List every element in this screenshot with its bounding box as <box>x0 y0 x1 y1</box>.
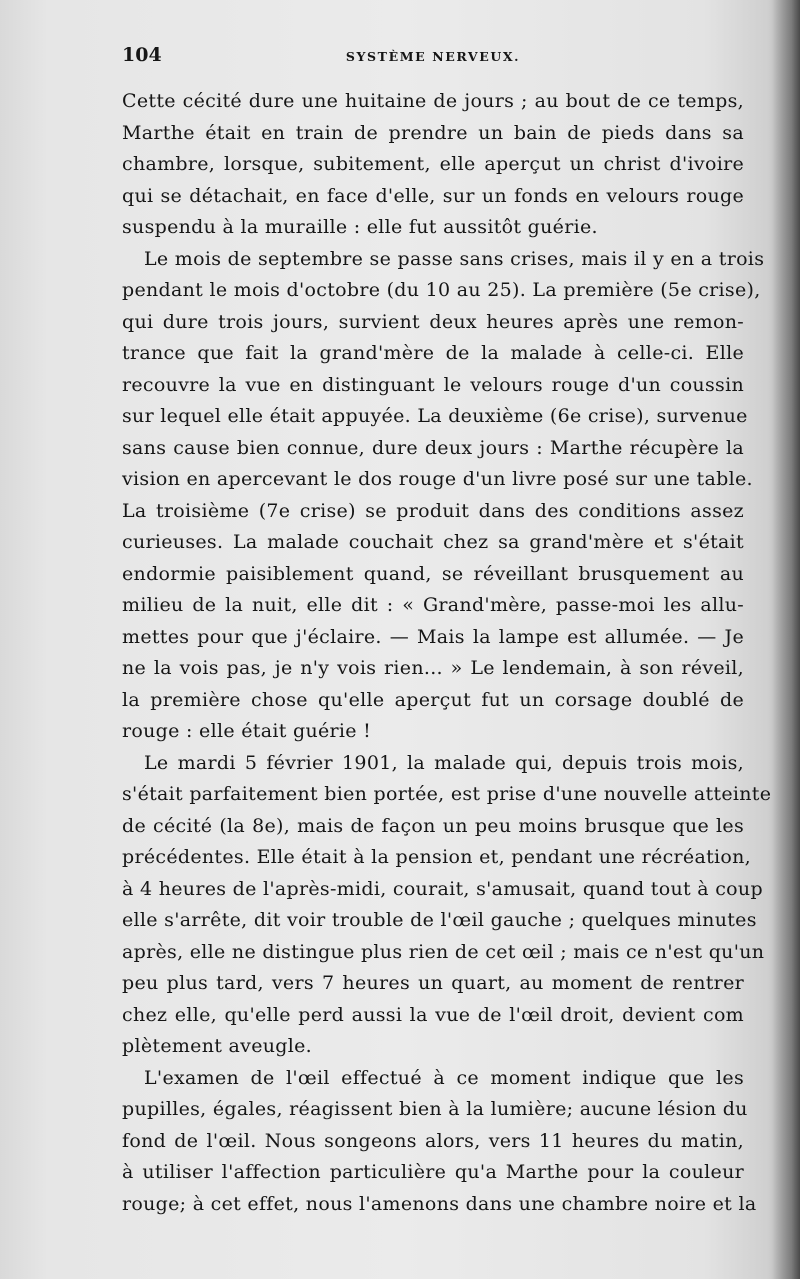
text-line: sur lequel elle était appuyée. La deuxième (6e crise), survenue <box>122 405 748 427</box>
text-line: Marthe était en train de prendre un bain de pieds dans sa <box>122 121 744 144</box>
text-line: s'était parfaitement bien portée, est prise d'une nouvelle atteinte <box>122 783 772 805</box>
text-line: sans cause bien connue, dure deux jours : Marthe récupère la <box>122 436 744 459</box>
text-line: vision en apercevant le dos rouge d'un livre posé sur une table. <box>122 468 753 490</box>
text-line: à 4 heures de l'après-midi, courait, s'amusait, quand tout à coup <box>122 877 763 900</box>
page-number: 104 <box>122 44 162 66</box>
text-line: suspendu à la muraille : elle fut aussitôt guérie. <box>122 216 598 238</box>
running-title: SYSTÈME NERVEUX. <box>345 49 521 64</box>
body-text <box>122 86 772 1220</box>
text-line: curieuses. La malade couchait chez sa grand'mère et s'était <box>122 531 744 553</box>
text-line: à utiliser l'affection particulière qu'a Marthe pour la couleur <box>122 1161 744 1183</box>
text-line: fond de l'œil. Nous songeons alors, vers 11 heures du matin, <box>122 1129 744 1152</box>
text-line: rouge : elle était guérie ! <box>122 720 372 742</box>
text-line: milieu de la nuit, elle dit : « Grand'mère, passe-moi les allu- <box>122 594 744 616</box>
text-line: Le mardi 5 février 1901, la malade qui, depuis trois mois, <box>144 751 744 774</box>
text-line: peu plus tard, vers 7 heures un quart, au moment de rentrer <box>122 972 744 994</box>
text-line: L'examen de l'œil effectué à ce moment indique que les <box>144 1066 744 1089</box>
text-line: plètement aveugle. <box>122 1035 313 1057</box>
text-line: la première chose qu'elle aperçut fut un corsage doublé de <box>122 688 744 711</box>
text-line: La troisième (7e crise) se produit dans des conditions assez <box>122 499 744 522</box>
text-line: qui dure trois jours, survient deux heures après une remon- <box>122 310 744 333</box>
text-line: trance que fait la grand'mère de la malade à celle-ci. Elle <box>122 342 744 364</box>
text-line: de cécité (la 8e), mais de façon un peu moins brusque que les <box>122 814 744 837</box>
text-line: elle s'arrête, dit voir trouble de l'œil gauche ; quelques minutes <box>122 909 757 931</box>
text-line: Cette cécité dure une huitaine de jours ; au bout de ce temps, <box>122 90 744 112</box>
text-line: endormie paisiblement quand, se réveillant brusquement au <box>122 562 744 585</box>
text-line: pupilles, égales, réagissent bien à la lumière; aucune lésion du <box>122 1098 748 1120</box>
text-line: après, elle ne distingue plus rien de cet œil ; mais ce n'est qu'un <box>122 940 765 963</box>
text-line: précédentes. Elle était à la pension et, pendant une récréation, <box>122 846 751 868</box>
page-header <box>122 44 744 74</box>
text-line: recouvre la vue en distinguant le velours rouge d'un coussin <box>122 373 744 396</box>
text-line: pendant le mois d'octobre (du 10 au 25). La première (5e crise), <box>122 279 761 301</box>
text-line: chez elle, qu'elle perd aussi la vue de l'œil droit, devient com <box>122 1003 744 1026</box>
text-line: chambre, lorsque, subitement, elle aperçut un christ d'ivoire <box>122 153 744 175</box>
text-line: rouge; à cet effet, nous l'amenons dans une chambre noire et la <box>122 1192 757 1215</box>
text-line: Le mois de septembre se passe sans crises, mais il y en a trois <box>144 247 765 270</box>
text-line: mettes pour que j'éclaire. — Mais la lampe est allumée. — Je <box>122 625 744 648</box>
text-line: ne la vois pas, je n'y vois rien... » Le lendemain, à son réveil, <box>122 657 744 679</box>
text-line: qui se détachait, en face d'elle, sur un fonds en velours rouge <box>122 184 744 207</box>
page-edge-shadow <box>772 0 800 1279</box>
